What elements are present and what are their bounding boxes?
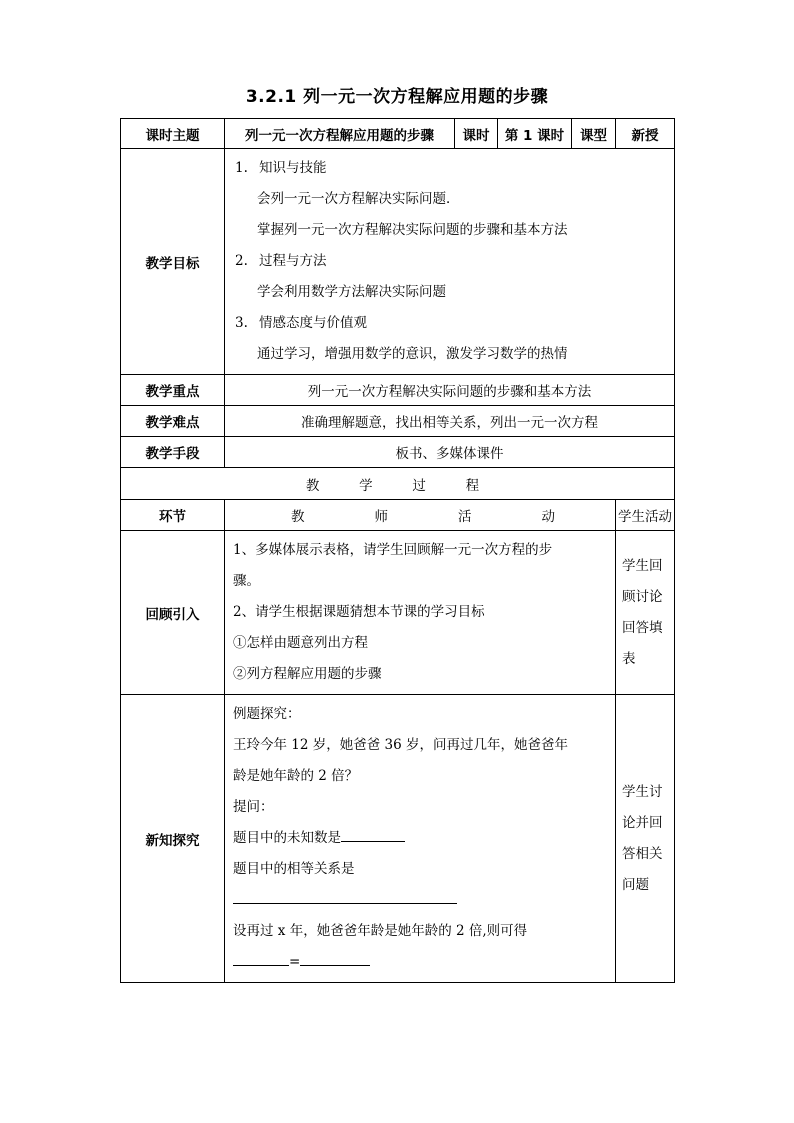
explore-line: 设再过 x 年，她爸爸年龄是她年龄的 2 倍,则可得 (233, 923, 528, 939)
means-label: 教学手段 (121, 437, 225, 468)
lesson-label: 课时 (455, 119, 498, 149)
explore-line: = (233, 947, 607, 978)
explore-stage: 新知探究 (121, 695, 225, 983)
means-row (121, 437, 675, 468)
review-teacher-activity (225, 531, 616, 695)
process-header-row (121, 500, 675, 531)
process-title (121, 468, 675, 500)
teacher-header-char: 活 (458, 509, 472, 525)
lesson-plan-table (120, 118, 675, 983)
explore-line: 题目中的未知数是 (233, 823, 607, 854)
student-activity-header: 学生活动 (616, 500, 675, 531)
review-line: 1、多媒体展示表格，请学生回顾解一元一次方程的步 (233, 542, 553, 558)
answer-blank[interactable] (341, 827, 405, 842)
review-row (121, 531, 675, 695)
difficulty-value: 准确理解题意，找出相等关系，列出一元一次方程 (225, 406, 675, 437)
teacher-header-char: 动 (541, 509, 555, 525)
teacher-activity-header (225, 500, 616, 531)
student-line: 答相关问题 (622, 845, 663, 893)
review-line: ②列方程解应用题的步骤 (233, 666, 382, 682)
answer-blank[interactable] (233, 889, 457, 904)
explore-line: 王玲今年 12 岁，她爸爸 36 岁，问再过几年，她爸爸年 (233, 737, 569, 753)
key-point-label: 教学重点 (121, 375, 225, 406)
process-title-char: 教 (305, 477, 320, 494)
review-stage: 回顾引入 (121, 531, 225, 695)
explore-line: 龄是她年龄的 2 倍？ (233, 768, 359, 784)
process-title-row (121, 468, 675, 500)
type-value: 新授 (616, 119, 675, 149)
stage-header: 环节 (121, 500, 225, 531)
explore-line (233, 885, 607, 916)
process-title-char: 程 (465, 477, 480, 494)
objective-item: 1. 知识与技能 (235, 160, 327, 176)
objectives-row (121, 149, 675, 375)
teacher-header-char: 师 (374, 509, 388, 525)
type-label: 课型 (572, 119, 616, 149)
topic-label: 课时主题 (121, 119, 225, 149)
review-line: 骤。 (233, 573, 260, 589)
means-value: 板书、多媒体课件 (225, 437, 675, 468)
objective-sub: 会列一元一次方程解决实际问题． (257, 191, 460, 207)
student-line: 回答填表 (622, 619, 663, 667)
explore-line: 例题探究： (233, 706, 301, 722)
review-student-activity (616, 531, 675, 695)
student-line: 学生回顾讨论 (622, 557, 663, 605)
student-line: 学生讨论并回 (622, 783, 663, 831)
objectives-content (225, 149, 675, 375)
teacher-header-char: 教 (291, 509, 305, 525)
key-point-row (121, 375, 675, 406)
review-line: ①怎样由题意列出方程 (233, 635, 368, 651)
answer-blank[interactable] (300, 951, 370, 966)
objective-item: 2. 过程与方法 (235, 253, 327, 269)
process-title-char: 过 (412, 477, 426, 494)
process-title-char: 学 (359, 477, 373, 494)
explore-line: 提问： (233, 799, 274, 815)
lesson-value: 第 1 课时 (498, 119, 572, 149)
objective-sub: 学会利用数学方法解决实际问题 (257, 284, 446, 300)
objective-sub: 掌握列一元一次方程解决实际问题的步骤和基本方法 (257, 222, 568, 238)
objective-item: 3. 情感态度与价值观 (235, 315, 367, 331)
review-line: 2、请学生根据课题猜想本节课的学习目标 (233, 604, 485, 620)
explore-line: 题目中的相等关系是 (233, 861, 355, 877)
topic-value: 列一元一次方程解应用题的步骤 (225, 119, 455, 149)
explore-student-activity (616, 695, 675, 983)
difficulty-label: 教学难点 (121, 406, 225, 437)
header-row (121, 119, 675, 149)
page-title: 3.2.1 列一元一次方程解应用题的步骤 (245, 87, 549, 107)
answer-blank[interactable] (233, 951, 289, 966)
objectives-label: 教学目标 (121, 149, 225, 375)
difficulty-row (121, 406, 675, 437)
objective-sub: 通过学习，增强用数学的意识，激发学习数学的热情 (257, 346, 568, 362)
key-point-value: 列一元一次方程解决实际问题的步骤和基本方法 (225, 375, 675, 406)
explore-teacher-activity (225, 695, 616, 983)
explore-row (121, 695, 675, 983)
